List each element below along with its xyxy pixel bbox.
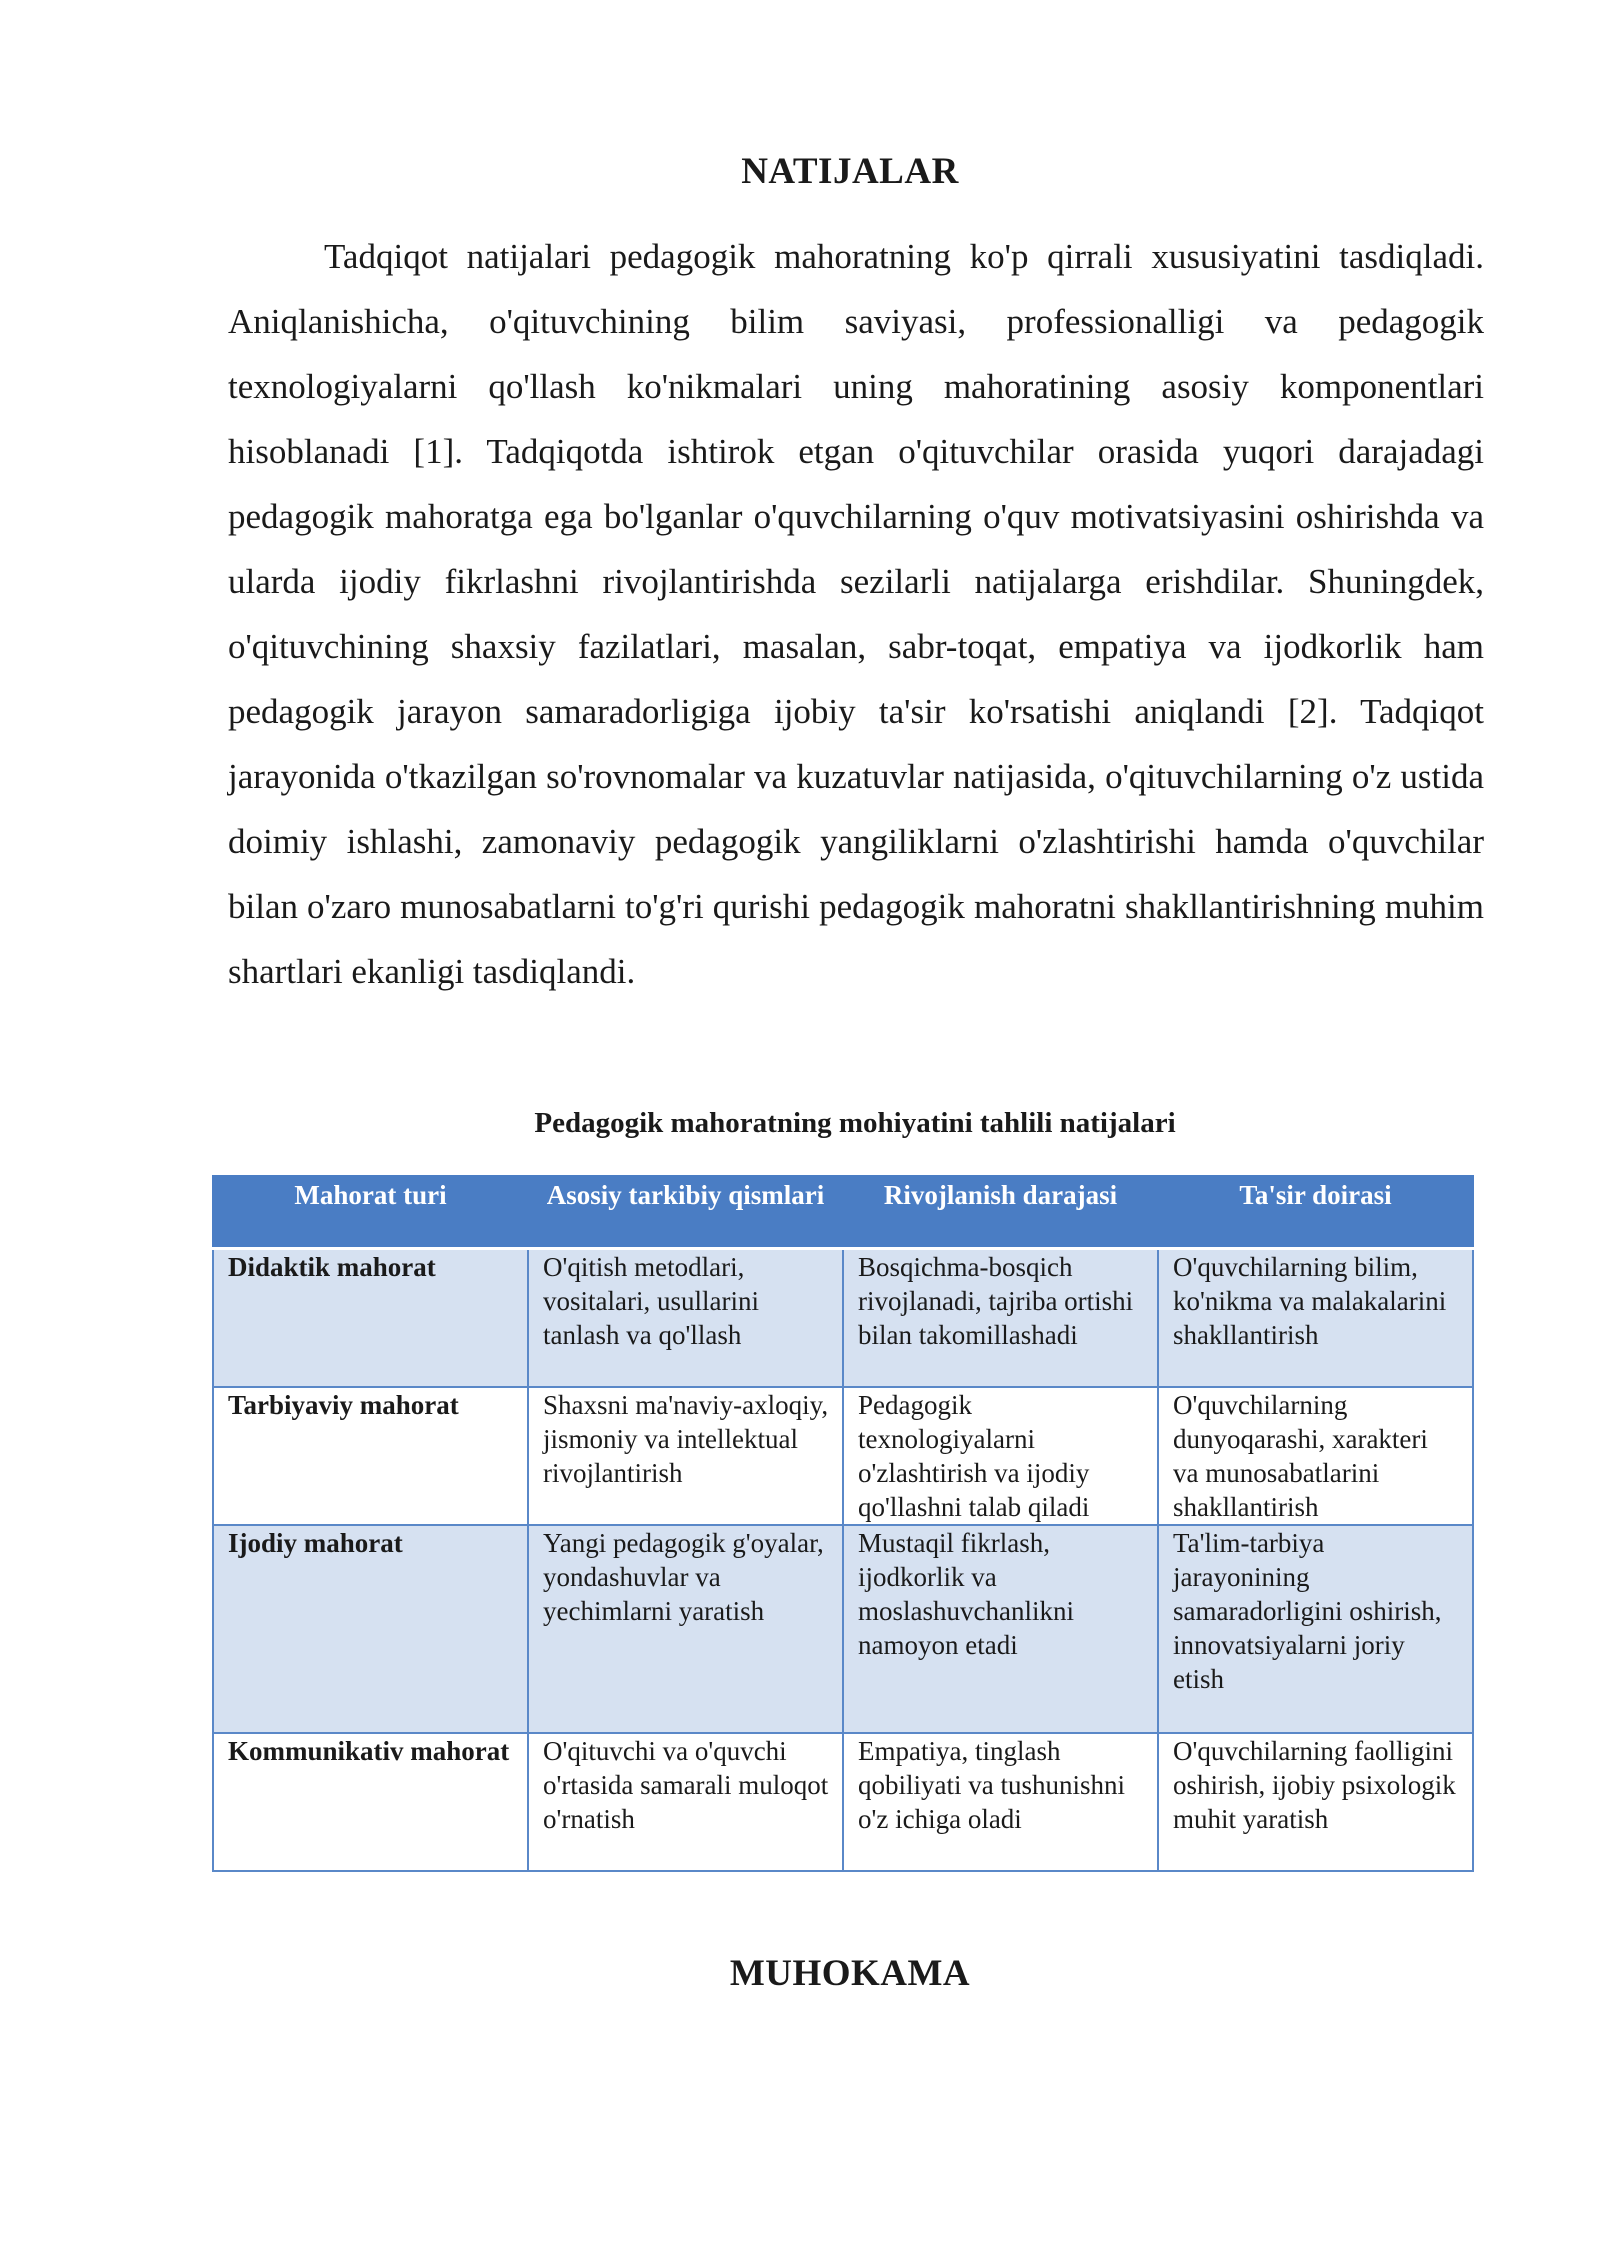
- header-cell-tasir-doirasi: Ta'sir doirasi: [1158, 1175, 1473, 1249]
- table-row: [213, 1249, 1473, 1388]
- table-cell: O'quvchilarning bilim, ko'nikma va malakalarini shakllantirish: [1158, 1249, 1473, 1388]
- section-title: NATIJALAR: [741, 151, 959, 192]
- table-header-row: [213, 1175, 1473, 1249]
- table-cell: Bosqichma-bosqich rivojlanadi, tajriba ortishi bilan takomillashadi: [843, 1249, 1158, 1388]
- table-cell: O'qituvchi va o'quvchi o'rtasida samarali muloqot o'rnatish: [528, 1733, 843, 1871]
- header-cell-rivojlanish-darajasi: Rivojlanish darajasi: [843, 1175, 1158, 1249]
- table-cell-type: Ijodiy mahorat: [213, 1525, 528, 1733]
- table-cell: Shaxsni ma'naviy-axloqiy, jismoniy va intellektual rivojlantirish: [528, 1387, 843, 1525]
- table-cell: Ta'lim-tarbiya jarayonining samaradorligini oshirish, innovatsiyalarni joriy etish: [1158, 1525, 1473, 1733]
- table-cell: Pedagogik texnologiyalarni o'zlashtirish va ijodiy qo'llashni talab qiladi: [843, 1387, 1158, 1525]
- next-section-title: MUHOKAMA: [729, 1953, 971, 1994]
- table-row: [213, 1733, 1473, 1871]
- body-paragraph: Tadqiqot natijalari pedagogik mahoratning ko'p qirrali xususiyatini tasdiqladi. Aniqlanishicha, o'qituvchining bilim saviyasi, professionalligi va pedagogik texnologiyalarni qo'llash ko'nikmalari uning mahoratining asosiy komponentlari hisoblanadi [1]. Tadqiqotda ishtirok etgan o'qituvchilar orasida yuqori darajadagi pedagogik mahoratga ega bo'lganlar o'quvchilarning o'quv motivatsiyasini oshirishda va ularda ijodiy fikrlashni rivojlantirishda sezilarli natijalarga erishdilar. Shuningdek, o'qituvchining shaxsiy fazilatlari, masalan, sabr-toqat, empatiya va ijodkorlik ham pedagogik jarayon samaradorligiga ijobiy ta'sir ko'rsatishi aniqlandi [2]. Tadqiqot jarayonida o'tkazilgan so'rovnomalar va kuzatuvlar natijasida, o'qituvchilarning o'z ustida doimiy ishlashi, zamonaviy pedagogik yangiliklarni o'zlashtirishi hamda o'quvchilar bilan o'zaro munosabatlarni to'g'ri qurishi pedagogik mahoratni shakllantirishning muhim shartlari ekanligi tasdiqlandi.: [228, 237, 1484, 991]
- table-row: [213, 1387, 1473, 1525]
- results-table: [212, 1175, 1474, 1872]
- header-cell-tarkibiy-qismlari: Asosiy tarkibiy qismlari: [528, 1175, 843, 1249]
- table-row: [213, 1525, 1473, 1733]
- table-cell-type: Kommunikativ mahorat: [213, 1733, 528, 1871]
- table-cell: Mustaqil fikrlash, ijodkorlik va moslashuvchanlikni namoyon etadi: [843, 1525, 1158, 1733]
- table-cell: O'quvchilarning dunyoqarashi, xarakteri va munosabatlarini shakllantirish: [1158, 1387, 1473, 1525]
- table-cell-type: Tarbiyaviy mahorat: [213, 1387, 528, 1525]
- table-cell: O'qitish metodlari, vositalari, usullarini tanlash va qo'llash: [528, 1249, 843, 1388]
- table-cell: Empatiya, tinglash qobiliyati va tushunishni o'z ichiga oladi: [843, 1733, 1158, 1871]
- table-cell: Yangi pedagogik g'oyalar, yondashuvlar va yechimlarni yaratish: [528, 1525, 843, 1733]
- header-cell-mahorat-turi: Mahorat turi: [213, 1175, 528, 1249]
- table-cell-type: Didaktik mahorat: [213, 1249, 528, 1388]
- table-caption: Pedagogik mahoratning mohiyatini tahlili natijalari: [534, 1107, 1176, 1139]
- table-cell: O'quvchilarning faolligini oshirish, ijobiy psixologik muhit yaratish: [1158, 1733, 1473, 1871]
